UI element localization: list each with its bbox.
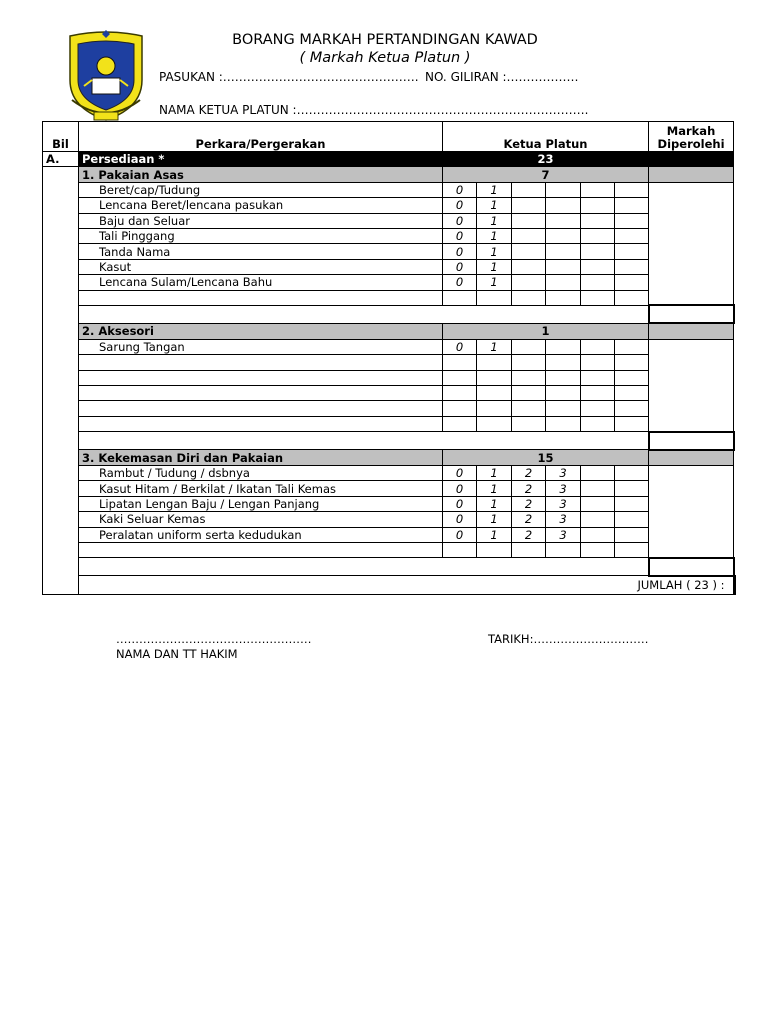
- hakim-label: NAMA DAN TT HAKIM: [116, 647, 238, 661]
- sub1-item: Lencana Sulam/Lencana Bahu: [79, 275, 443, 290]
- score-blank[interactable]: [581, 198, 615, 213]
- header-markah: [649, 122, 734, 152]
- spacer-row: [79, 558, 649, 576]
- score-blank[interactable]: [615, 370, 649, 385]
- score-blank[interactable]: [615, 542, 649, 557]
- score-blank[interactable]: [512, 290, 546, 305]
- sub1-total: 7: [443, 167, 649, 182]
- score-blank[interactable]: [512, 355, 546, 370]
- sub1-item: Tali Pinggang: [79, 228, 443, 243]
- sub2-markah-box[interactable]: [649, 432, 734, 450]
- score-1[interactable]: 1: [477, 466, 512, 481]
- score-blank[interactable]: [581, 244, 615, 259]
- score-blank[interactable]: [581, 228, 615, 243]
- score-blank[interactable]: [546, 259, 581, 274]
- score-2[interactable]: 2: [512, 466, 546, 481]
- blank-row: [79, 542, 443, 557]
- header-perkara: Perkara/Pergerakan: [79, 122, 443, 152]
- sub3-item: Kaki Seluar Kemas: [79, 512, 443, 527]
- sub1-item: Tanda Nama: [79, 244, 443, 259]
- blank-row: [79, 401, 443, 416]
- score-blank[interactable]: [477, 542, 512, 557]
- score-blank[interactable]: [546, 290, 581, 305]
- score-1[interactable]: 1: [477, 198, 512, 213]
- score-blank[interactable]: [581, 275, 615, 290]
- form-subtitle: ( Markah Ketua Platun ): [299, 50, 471, 66]
- score-0[interactable]: 0: [443, 259, 477, 274]
- score-blank[interactable]: [581, 339, 615, 354]
- score-blank[interactable]: [581, 512, 615, 527]
- score-0[interactable]: 0: [443, 198, 477, 213]
- score-blank[interactable]: [477, 370, 512, 385]
- score-blank[interactable]: [615, 290, 649, 305]
- score-1[interactable]: 1: [477, 182, 512, 197]
- sub3-markah-head: [649, 450, 734, 466]
- score-3[interactable]: 3: [546, 496, 581, 511]
- sub1-markah-box[interactable]: [649, 305, 734, 323]
- score-1[interactable]: 1: [477, 228, 512, 243]
- score-3[interactable]: 3: [546, 512, 581, 527]
- score-blank[interactable]: [581, 466, 615, 481]
- sub1-item: Kasut: [79, 259, 443, 274]
- score-blank[interactable]: [546, 339, 581, 354]
- header-markah-line1: Markah: [666, 124, 716, 138]
- sub2-markah-head: [649, 323, 734, 339]
- score-blank[interactable]: [581, 370, 615, 385]
- score-blank[interactable]: [615, 355, 649, 370]
- blank-row: [79, 370, 443, 385]
- sub3-markah-area: [649, 466, 734, 558]
- score-blank[interactable]: [512, 339, 546, 354]
- score-3[interactable]: 3: [546, 481, 581, 496]
- score-3[interactable]: 3: [546, 466, 581, 481]
- score-1[interactable]: 1: [477, 275, 512, 290]
- score-1[interactable]: 1: [477, 339, 512, 354]
- score-blank[interactable]: [512, 198, 546, 213]
- bil-column-blank: [43, 167, 79, 594]
- school-crest-logo: [62, 30, 150, 124]
- score-blank[interactable]: [546, 182, 581, 197]
- score-1[interactable]: 1: [477, 259, 512, 274]
- score-blank[interactable]: [443, 416, 477, 431]
- score-2[interactable]: 2: [512, 527, 546, 542]
- score-0[interactable]: 0: [443, 527, 477, 542]
- score-blank[interactable]: [615, 481, 649, 496]
- blank-row: [79, 355, 443, 370]
- score-blank[interactable]: [581, 213, 615, 228]
- sub3-item: Rambut / Tudung / dsbnya: [79, 466, 443, 481]
- sub3-item: Kasut Hitam / Berkilat / Ikatan Tali Kemas: [79, 481, 443, 496]
- score-blank[interactable]: [615, 401, 649, 416]
- score-table: [42, 121, 736, 595]
- score-blank[interactable]: [546, 401, 581, 416]
- score-0[interactable]: 0: [443, 275, 477, 290]
- score-blank[interactable]: [512, 182, 546, 197]
- score-blank[interactable]: [512, 259, 546, 274]
- score-2[interactable]: 2: [512, 512, 546, 527]
- score-blank[interactable]: [615, 512, 649, 527]
- score-1[interactable]: 1: [477, 213, 512, 228]
- score-3[interactable]: 3: [546, 527, 581, 542]
- score-blank[interactable]: [443, 401, 477, 416]
- section-a-bil: A.: [43, 152, 79, 167]
- score-blank[interactable]: [615, 198, 649, 213]
- score-blank[interactable]: [443, 385, 477, 400]
- score-blank[interactable]: [615, 496, 649, 511]
- score-blank[interactable]: [512, 385, 546, 400]
- score-1[interactable]: 1: [477, 512, 512, 527]
- sub3-item: Lipatan Lengan Baju / Lengan Panjang: [79, 496, 443, 511]
- section-a-markah: [649, 152, 734, 167]
- score-blank[interactable]: [581, 385, 615, 400]
- score-blank[interactable]: [615, 339, 649, 354]
- score-blank[interactable]: [615, 466, 649, 481]
- sub2-item: Sarung Tangan: [79, 339, 443, 354]
- section-a-total: 23: [443, 152, 649, 167]
- score-blank[interactable]: [581, 481, 615, 496]
- score-blank[interactable]: [512, 542, 546, 557]
- score-blank[interactable]: [512, 213, 546, 228]
- sub1-markah-area: [649, 182, 734, 305]
- score-blank[interactable]: [546, 385, 581, 400]
- hakim-signature-line: ……………………………………………: [116, 632, 312, 646]
- score-blank[interactable]: [581, 355, 615, 370]
- sub3-markah-box[interactable]: [649, 558, 734, 576]
- nama-ketua-field: NAMA KETUA PLATUN :……………………………………………………………….: [159, 103, 589, 117]
- blank-row: [79, 290, 443, 305]
- spacer-row: [79, 305, 649, 323]
- score-blank[interactable]: [443, 542, 477, 557]
- score-blank[interactable]: [581, 182, 615, 197]
- score-blank[interactable]: [615, 182, 649, 197]
- score-0[interactable]: 0: [443, 466, 477, 481]
- score-blank[interactable]: [546, 416, 581, 431]
- score-blank[interactable]: [615, 244, 649, 259]
- score-blank[interactable]: [546, 542, 581, 557]
- score-blank[interactable]: [615, 228, 649, 243]
- score-blank[interactable]: [477, 385, 512, 400]
- blank-row: [79, 385, 443, 400]
- score-blank[interactable]: [477, 355, 512, 370]
- blank-row: [79, 416, 443, 431]
- sub2-markah-area: [649, 339, 734, 431]
- sub1-item: Beret/cap/Tudung: [79, 182, 443, 197]
- header-ketua-platun: Ketua Platun: [443, 122, 649, 152]
- sub1-markah-head: [649, 167, 734, 182]
- score-0[interactable]: 0: [443, 339, 477, 354]
- score-blank[interactable]: [546, 275, 581, 290]
- score-blank[interactable]: [546, 355, 581, 370]
- score-blank[interactable]: [546, 370, 581, 385]
- score-blank[interactable]: [615, 416, 649, 431]
- score-blank[interactable]: [581, 527, 615, 542]
- jumlah-box[interactable]: [734, 576, 735, 595]
- score-0[interactable]: 0: [443, 213, 477, 228]
- score-blank[interactable]: [581, 416, 615, 431]
- score-blank[interactable]: [615, 213, 649, 228]
- score-0[interactable]: 0: [443, 481, 477, 496]
- score-blank[interactable]: [512, 401, 546, 416]
- score-blank[interactable]: [546, 198, 581, 213]
- sub3-item: Peralatan uniform serta kedudukan: [79, 527, 443, 542]
- score-blank[interactable]: [546, 244, 581, 259]
- score-blank[interactable]: [512, 275, 546, 290]
- sub1-item: Lencana Beret/lencana pasukan: [79, 198, 443, 213]
- score-1[interactable]: 1: [477, 527, 512, 542]
- tarikh-field: TARIKH:…………………………: [488, 632, 649, 646]
- score-blank[interactable]: [443, 370, 477, 385]
- score-1[interactable]: 1: [477, 496, 512, 511]
- spacer-row: [79, 432, 649, 450]
- score-blank[interactable]: [581, 542, 615, 557]
- sub2-label: 2. Aksesori: [79, 323, 443, 339]
- score-0[interactable]: 0: [443, 496, 477, 511]
- score-blank[interactable]: [581, 259, 615, 274]
- giliran-field: NO. GILIRAN :………………: [425, 70, 579, 84]
- score-blank[interactable]: [615, 385, 649, 400]
- form-title: BORANG MARKAH PERTANDINGAN KAWAD: [232, 32, 538, 48]
- sub1-item: Baju dan Seluar: [79, 213, 443, 228]
- score-blank[interactable]: [615, 275, 649, 290]
- score-blank[interactable]: [581, 496, 615, 511]
- sub3-label: 3. Kekemasan Diri dan Pakaian: [79, 450, 443, 466]
- score-blank[interactable]: [443, 290, 477, 305]
- section-a-label: Persediaan *: [79, 152, 443, 167]
- score-blank[interactable]: [615, 259, 649, 274]
- score-blank[interactable]: [512, 244, 546, 259]
- score-blank[interactable]: [443, 355, 477, 370]
- score-2[interactable]: 2: [512, 481, 546, 496]
- score-blank[interactable]: [477, 290, 512, 305]
- score-blank[interactable]: [477, 416, 512, 431]
- score-0[interactable]: 0: [443, 228, 477, 243]
- score-blank[interactable]: [581, 290, 615, 305]
- score-0[interactable]: 0: [443, 512, 477, 527]
- score-1[interactable]: 1: [477, 481, 512, 496]
- score-2[interactable]: 2: [512, 496, 546, 511]
- header-bil: Bil: [43, 122, 79, 152]
- score-blank[interactable]: [615, 527, 649, 542]
- header-markah-line2: Diperolehi: [657, 137, 725, 151]
- score-blank[interactable]: [546, 213, 581, 228]
- score-blank[interactable]: [512, 228, 546, 243]
- score-blank[interactable]: [477, 401, 512, 416]
- jumlah-label: JUMLAH ( 23 ) :: [79, 576, 734, 595]
- sub1-label: 1. Pakaian Asas: [79, 167, 443, 182]
- score-blank[interactable]: [512, 416, 546, 431]
- pasukan-field: PASUKAN :………………………………………….: [159, 70, 419, 84]
- score-0[interactable]: 0: [443, 182, 477, 197]
- score-blank[interactable]: [581, 401, 615, 416]
- score-1[interactable]: 1: [477, 244, 512, 259]
- sub2-total: 1: [443, 323, 649, 339]
- score-blank[interactable]: [512, 370, 546, 385]
- score-blank[interactable]: [546, 228, 581, 243]
- sub3-total: 15: [443, 450, 649, 466]
- score-0[interactable]: 0: [443, 244, 477, 259]
